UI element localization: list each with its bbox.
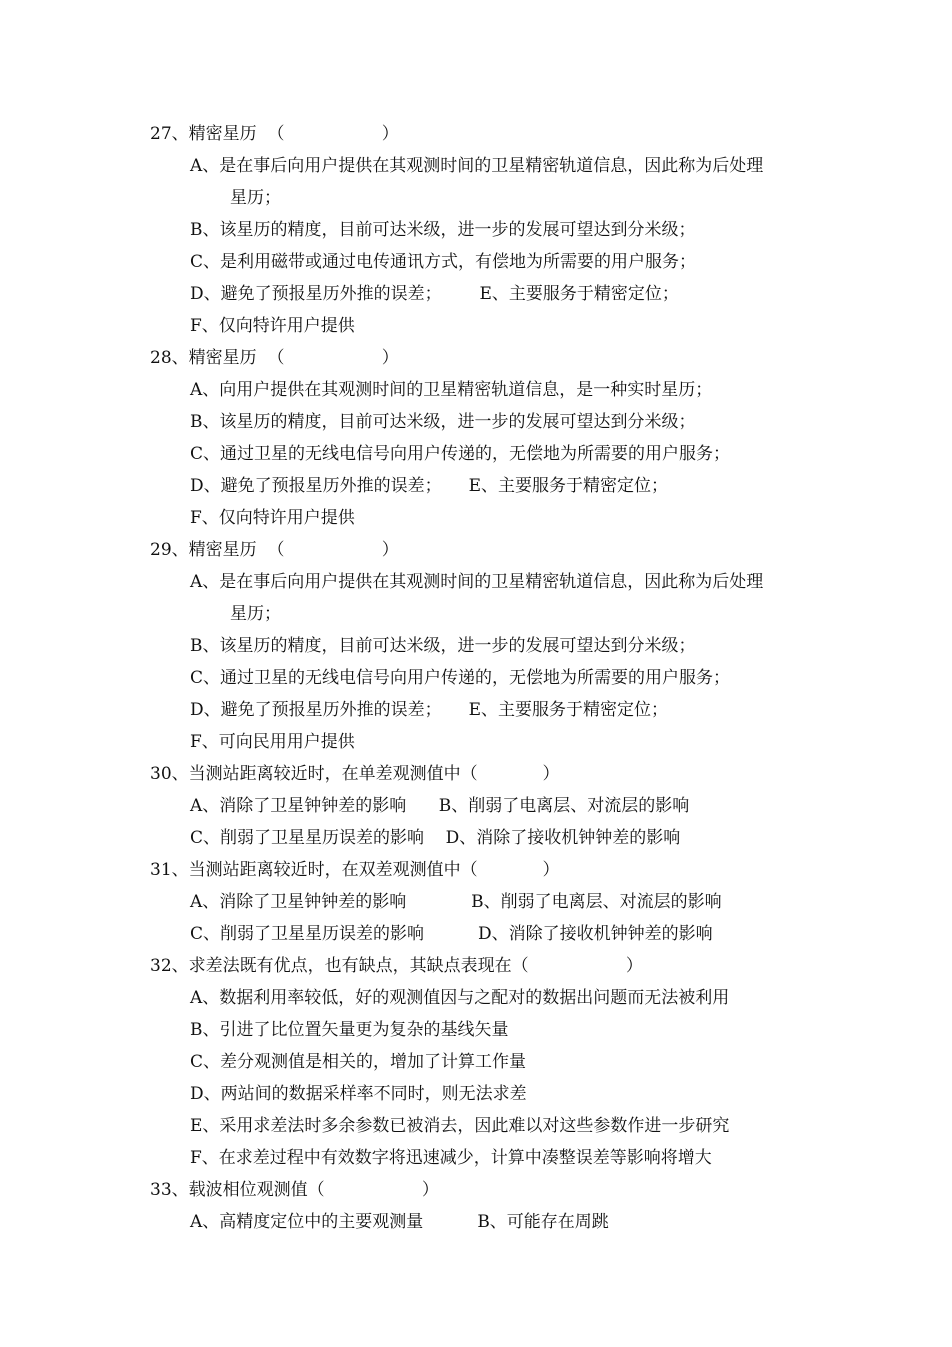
question-29-option-d-e: D、避免了预报星历外推的误差； E、主要服务于精密定位； <box>190 700 669 720</box>
question-28-option-c: C、通过卫星的无线电信号向用户传递的，无偿地为所需要的用户服务； <box>190 444 731 464</box>
question-30-options-a-b: A、消除了卫星钟钟差的影响 B、削弱了电离层、对流层的影响 <box>190 796 690 816</box>
question-32-option-c: C、差分观测值是相关的，增加了计算工作量 <box>190 1052 527 1072</box>
question-28-stem: 28、精密星历 （ ） <box>150 348 399 368</box>
question-30-options-c-d: C、削弱了卫星星历误差的影响 D、消除了接收机钟钟差的影响 <box>190 828 681 848</box>
question-27-option-c: C、是利用磁带或通过电传通讯方式，有偿地为所需要的用户服务； <box>190 252 697 272</box>
question-27-option-a-continuation: 星历； <box>230 188 281 208</box>
question-31-options-c-d: C、削弱了卫星星历误差的影响 D、消除了接收机钟钟差的影响 <box>190 924 713 944</box>
question-27-option-d-e: D、避免了预报星历外推的误差； E、主要服务于精密定位； <box>190 284 679 304</box>
question-29-option-b: B、该星历的精度，目前可达米级，进一步的发展可望达到分米级； <box>190 636 696 656</box>
question-29-option-a-continuation: 星历； <box>230 604 281 624</box>
exam-page <box>0 118 952 1238</box>
question-31-options-a-b: A、消除了卫星钟钟差的影响 B、削弱了电离层、对流层的影响 <box>190 892 722 912</box>
question-32-stem: 32、求差法既有优点，也有缺点，其缺点表现在（ ） <box>150 956 643 976</box>
question-29-stem: 29、精密星历 （ ） <box>150 540 399 560</box>
question-28-option-f: F、仅向特许用户提供 <box>190 508 355 528</box>
question-29-option-a: A、是在事后向用户提供在其观测时间的卫星精密轨道信息，因此称为后处理 <box>190 572 764 592</box>
question-32-option-f: F、在求差过程中有效数字将迅速减少，计算中凑整误差等影响将增大 <box>190 1148 712 1168</box>
question-33-options-a-b: A、高精度定位中的主要观测量 B、可能存在周跳 <box>190 1212 609 1232</box>
question-33-stem: 33、载波相位观测值（ ） <box>150 1180 439 1200</box>
question-27-option-a: A、是在事后向用户提供在其观测时间的卫星精密轨道信息，因此称为后处理 <box>190 156 764 176</box>
question-32-option-e: E、采用求差法时多余参数已被消去，因此难以对这些参数作进一步研究 <box>190 1116 730 1136</box>
question-29-option-c: C、通过卫星的无线电信号向用户传递的，无偿地为所需要的用户服务； <box>190 668 731 688</box>
question-28-option-b: B、该星历的精度，目前可达米级，进一步的发展可望达到分米级； <box>190 412 696 432</box>
question-28-option-a: A、向用户提供在其观测时间的卫星精密轨道信息，是一种实时星历； <box>190 380 713 400</box>
question-27-stem: 27、精密星历 （ ） <box>150 124 399 144</box>
question-31-stem: 31、当测站距离较近时，在双差观测值中（ ） <box>150 860 560 880</box>
question-32-option-a: A、数据利用率较低，好的观测值因与之配对的数据出问题而无法被利用 <box>190 988 730 1008</box>
question-28-option-d-e: D、避免了预报星历外推的误差； E、主要服务于精密定位； <box>190 476 669 496</box>
question-30-stem: 30、当测站距离较近时，在单差观测值中（ ） <box>150 764 560 784</box>
question-27-option-b: B、该星历的精度，目前可达米级，进一步的发展可望达到分米级； <box>190 220 696 240</box>
question-32-option-d: D、两站间的数据采样率不同时，则无法求差 <box>190 1084 527 1104</box>
question-32-option-b: B、引进了比位置矢量更为复杂的基线矢量 <box>190 1020 509 1040</box>
question-27-option-f: F、仅向特许用户提供 <box>190 316 355 336</box>
question-29-option-f: F、可向民用用户提供 <box>190 732 355 752</box>
